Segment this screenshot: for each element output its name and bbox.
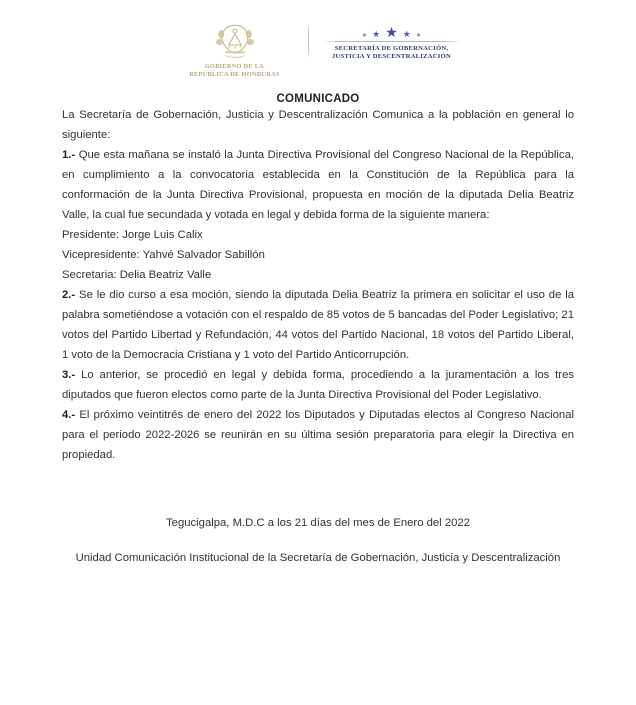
five-stars-icon [362, 25, 422, 39]
board-member-secretary: Secretaria: Delia Beatriz Valle [62, 269, 212, 281]
letterhead-rule [323, 41, 461, 42]
secretariat-label [332, 45, 451, 62]
star-icon-1: ★ [361, 33, 368, 39]
numbered-item-1 [62, 145, 574, 225]
intro-paragraph: La Secretaría de Gobernación, Justicia y Descentralización Comunica a la población en general lo siguiente: [62, 109, 574, 141]
board-member-vicepresident: Vicepresidente: Yahvé Salvador Sabillón [62, 249, 265, 261]
honduras-coat-of-arms-icon [213, 22, 257, 62]
letterhead-divider [308, 24, 309, 58]
page-title: COMUNICADO [276, 93, 360, 105]
government-label-line-1: GOBIERNO DE LA [204, 63, 265, 70]
item-2-text: Se le dio curso a esa moción, siendo la diputada Delia Beatriz la primera en solicitar el uso de la palabra sometiéndose a votación con el respaldo de 85 votos de 5 bancadas del Poder Legislativo; 21 votos del Partido Libertad y Refundación, 44 votos del Partido Nacional, 18 votos del Partido Liberal, 1 voto de la Democracia Cristiana y 1 voto del Partido Anticorrupción. [62, 289, 574, 361]
item-4-number: 4.- [62, 409, 76, 421]
footer-place-and-date: Tegucigalpa, M.D.C a los 21 días del mes de Enero del 2022 [166, 517, 470, 529]
item-3-number: 3.- [62, 369, 76, 381]
letterhead-government-block [176, 22, 298, 78]
numbered-item-3 [62, 365, 574, 405]
item-2-number: 2.- [62, 289, 76, 301]
document-body [0, 105, 636, 465]
star-icon-3: ★ [385, 24, 398, 40]
government-label-line-2: REPÚBLICA DE HONDURAS [189, 70, 280, 78]
item-3-text: Lo anterior, se procedió en legal y debida forma, procediendo a la juramentación a los tres diputados que fueron electos como parte de la Junta Directiva Provisional del Poder Legislativo. [62, 369, 574, 401]
item-4-text: El próximo veintitrés de enero del 2022 los Diputados y Diputadas electos al Congreso Nacional para el periodo 2022-2026 se reunirán en su última sesión preparatoria para elegir la Directiva en propiedad. [62, 409, 575, 461]
document-footer [0, 513, 636, 568]
star-icon-5: ★ [415, 33, 422, 39]
letterhead [0, 0, 636, 78]
board-member-president: Presidente: Jorge Luis Calix [62, 229, 203, 241]
item-1-number: 1.- [62, 149, 76, 161]
numbered-item-4 [62, 405, 574, 465]
secretariat-label-line-2: JUSTICIA Y DESCENTRALIZACIÓN [332, 53, 451, 61]
footer-issuer: Unidad Comunicación Institucional de la Secretaría de Gobernación, Justicia y Descentralización [75, 552, 561, 564]
item-1-text: Que esta mañana se instaló la Junta Directiva Provisional del Congreso Nacional de la República, en cumplimiento a la convocatoria establecida en la Constitución de la República para la conformación de la Junta Directiva Provisional, propuesta en moción de la diputada Delia Beatriz Valle, la cual fue secundada y votada en legal y debida forma de la siguiente manera: [62, 149, 575, 221]
secretariat-label-line-1: SECRETARÍA DE GOBERNACIÓN, [334, 45, 449, 52]
numbered-item-2 [62, 285, 574, 365]
star-icon-4: ★ [402, 29, 411, 39]
star-icon-2: ★ [372, 29, 381, 39]
government-label [189, 63, 280, 78]
letterhead-secretariat-block [323, 22, 461, 62]
